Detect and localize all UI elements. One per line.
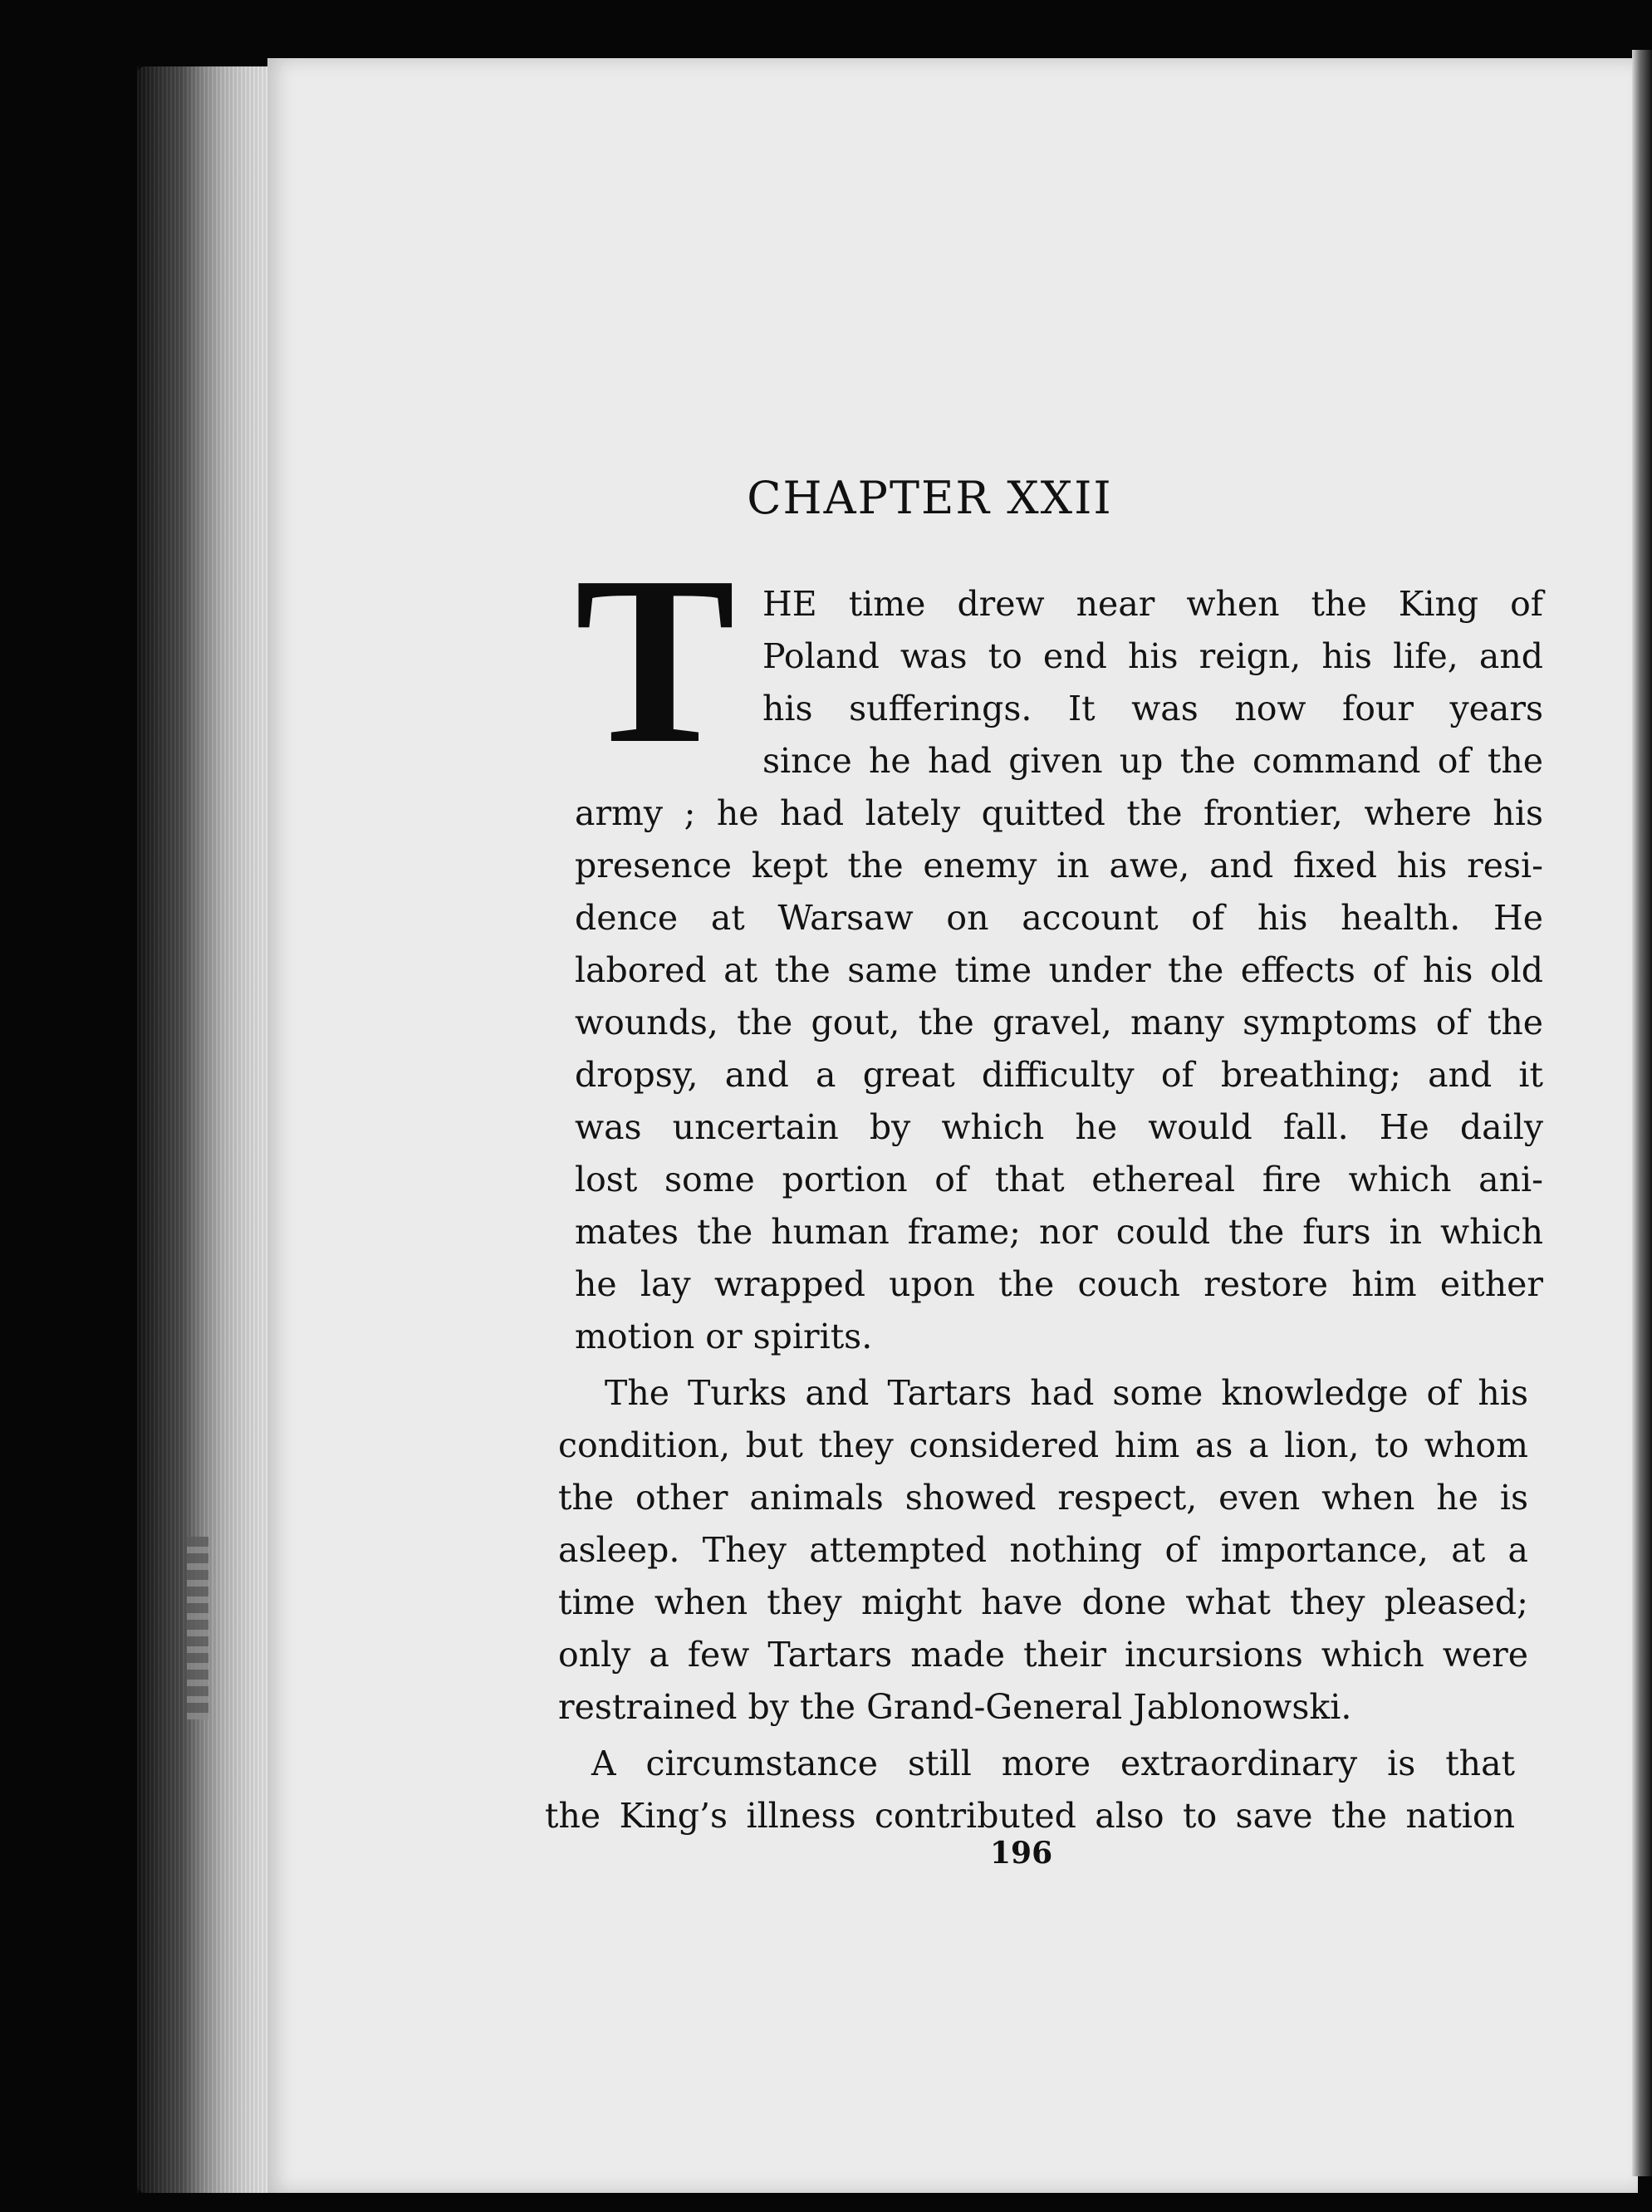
text-line: dence at Warsaw on account of his health. He — [575, 898, 1543, 938]
page-right-edge — [1632, 50, 1652, 2176]
text-line: labored at the same time under the effects of his old — [575, 950, 1543, 990]
spine-library-stamp — [187, 1537, 208, 1719]
text-line: his sufferings. It was now four years — [762, 689, 1543, 728]
chapter-title: CHAPTER XXII — [747, 472, 1113, 524]
text-line: A circumstance still more extraordinary is that — [591, 1744, 1515, 1783]
text-line: motion or spirits. — [575, 1317, 873, 1356]
text-line: army ; he had lately quitted the frontier, where his — [575, 793, 1543, 833]
book-page-edges — [137, 66, 287, 2193]
drop-cap-initial: T — [575, 527, 736, 793]
text-line: wounds, the gout, the gravel, many symptoms of the — [575, 1003, 1543, 1042]
page-number: 196 — [990, 1836, 1053, 1871]
text-line: the King’s illness contributed also to save the nation — [545, 1796, 1515, 1836]
text-line: condition, but they considered him as a lion, to whom — [558, 1425, 1528, 1465]
text-line: asleep. They attempted nothing of importance, at a — [558, 1530, 1528, 1570]
text-line: dropsy, and a great difficulty of breathing; and it — [575, 1055, 1543, 1095]
text-line: Poland was to end his reign, his life, and — [762, 636, 1543, 676]
text-line: since he had given up the command of the — [762, 741, 1543, 781]
text-line: lost some portion of that ethereal fire which ani- — [575, 1160, 1543, 1199]
text-line: presence kept the enemy in awe, and fixed his resi- — [575, 846, 1543, 885]
text-line: The Turks and Tartars had some knowledge of his — [605, 1373, 1528, 1413]
text-line: the other animals showed respect, even when he is — [558, 1478, 1528, 1518]
text-line: time when they might have done what they pleased; — [558, 1582, 1528, 1622]
text-line: HE time drew near when the King of — [762, 584, 1543, 624]
text-line: he lay wrapped upon the couch restore him either — [575, 1264, 1543, 1304]
text-line: only a few Tartars made their incursions which were — [558, 1635, 1528, 1675]
text-line: restrained by the Grand-General Jablonowski. — [558, 1687, 1352, 1727]
text-line: mates the human frame; nor could the furs in which — [575, 1212, 1543, 1252]
text-line: was uncertain by which he would fall. He daily — [575, 1107, 1543, 1147]
